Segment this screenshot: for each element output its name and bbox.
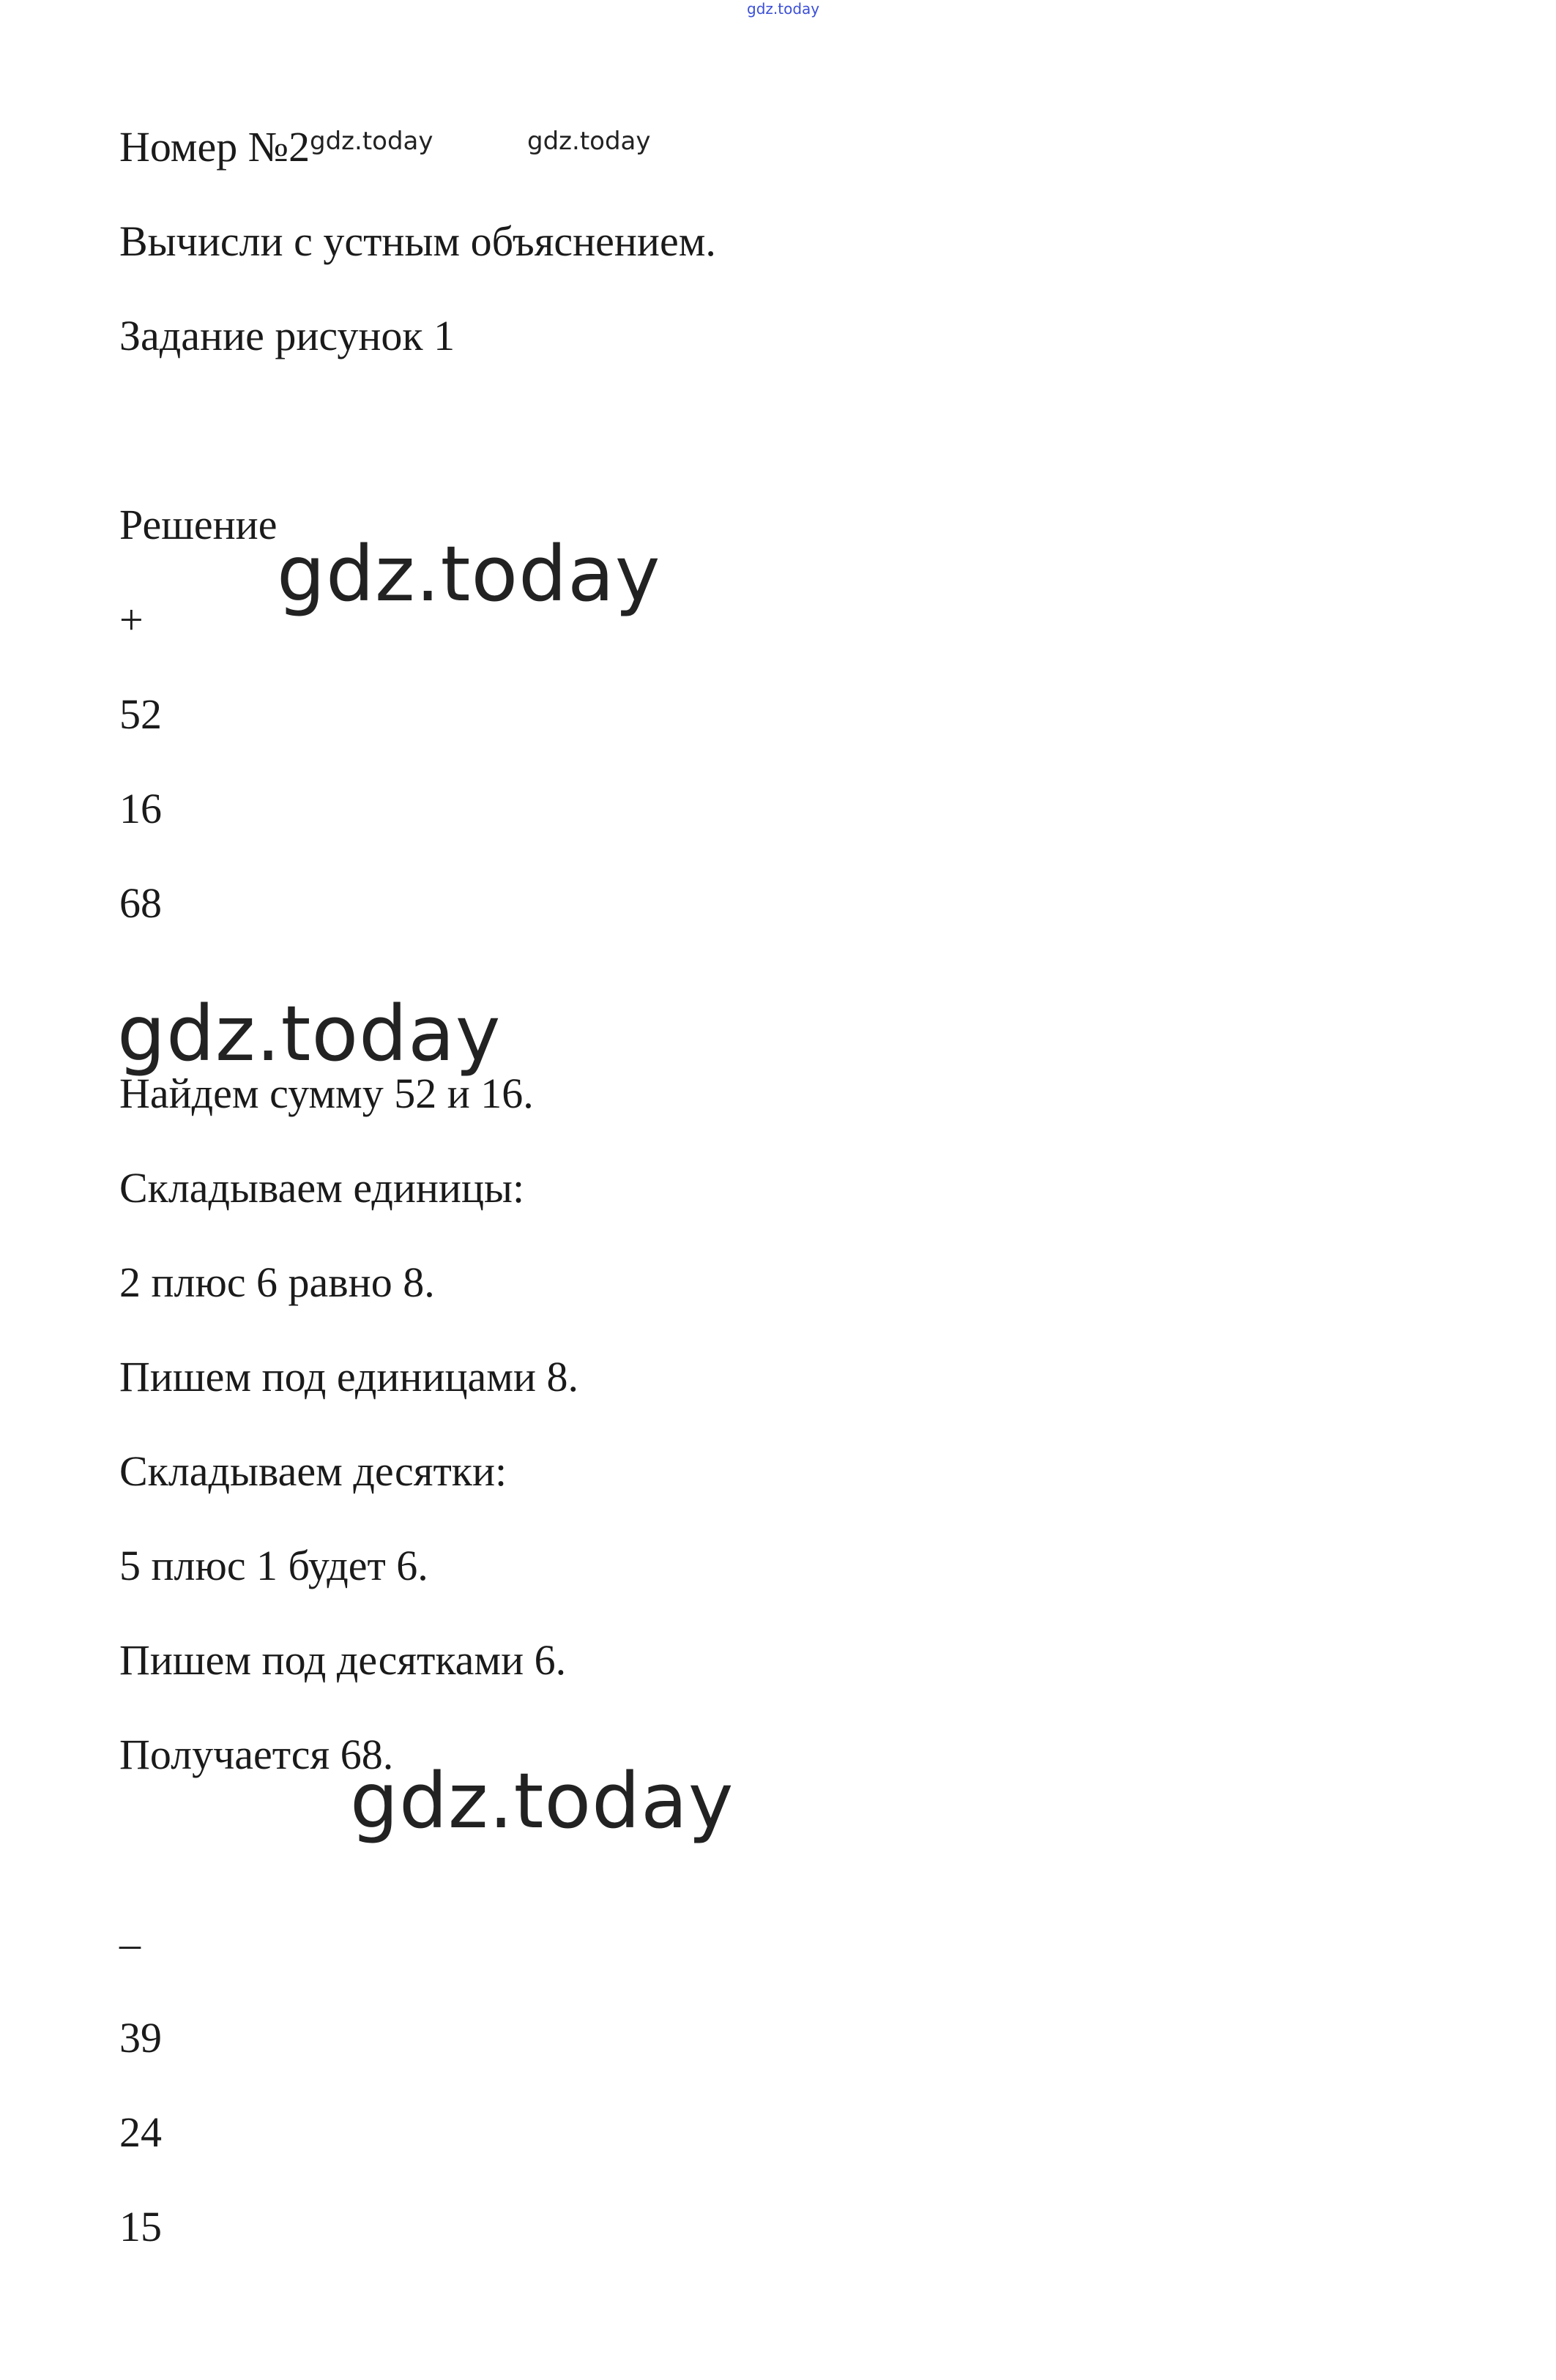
- addition-sign: +: [119, 596, 144, 644]
- watermark-small-1: gdz.today: [310, 127, 433, 156]
- watermark-small-2: gdz.today: [527, 127, 651, 156]
- explanation-line: Пишем под десятками 6.: [119, 1636, 567, 1684]
- watermark-large-3: gdz.today: [350, 1756, 734, 1846]
- watermark-large-1: gdz.today: [277, 529, 661, 619]
- explanation-line: 2 плюс 6 равно 8.: [119, 1258, 435, 1306]
- addition-result: 68: [119, 879, 162, 927]
- addition-operand-1: 52: [119, 690, 162, 738]
- task-reference: Задание рисунок 1: [119, 312, 455, 359]
- subtraction-sign: –: [119, 1920, 141, 1967]
- subtraction-result: 15: [119, 2203, 162, 2250]
- page-title: Номер №2: [119, 123, 310, 171]
- instruction-text: Вычисли с устным объяснением.: [119, 217, 716, 265]
- explanation-line: Складываем десятки:: [119, 1447, 507, 1495]
- explanation-line: 5 плюс 1 будет 6.: [119, 1542, 428, 1589]
- explanation-line: Получается 68.: [119, 1731, 394, 1778]
- subtraction-operand-2: 24: [119, 2108, 162, 2156]
- subtraction-operand-1: 39: [119, 2014, 162, 2062]
- explanation-line: Складываем единицы:: [119, 1164, 525, 1212]
- solution-label: Решение: [119, 501, 278, 548]
- watermark-large-2: gdz.today: [117, 989, 502, 1078]
- addition-operand-2: 16: [119, 785, 162, 832]
- explanation-line: Найдем сумму 52 и 16.: [119, 1070, 534, 1117]
- explanation-line: Пишем под единицами 8.: [119, 1353, 579, 1400]
- watermark-top: gdz.today: [747, 0, 820, 18]
